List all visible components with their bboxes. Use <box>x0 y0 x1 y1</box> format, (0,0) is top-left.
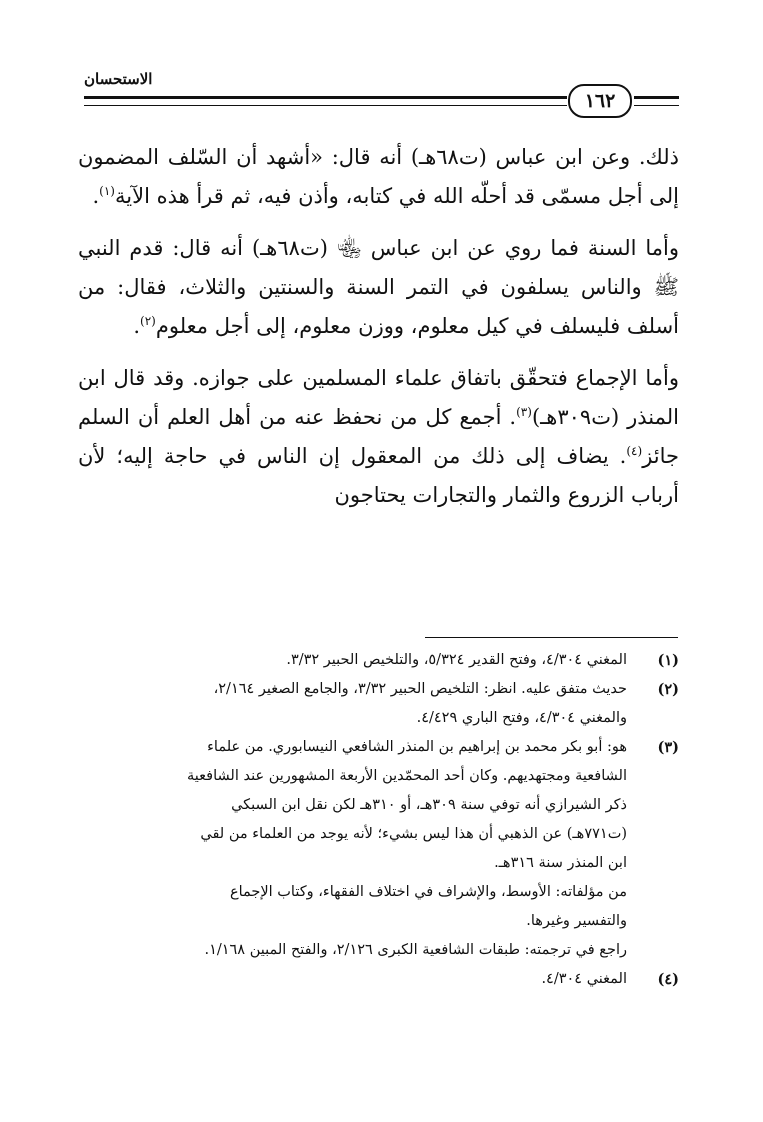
paragraph-3-text-c: . يضاف إلى ذلك من المعقول إن الناس في حاجة إليه؛ لأن أرباب الزروع والثمار والتجارات يحتاجون <box>78 444 679 507</box>
footnote-number: (٤) <box>657 971 679 988</box>
paragraph-3-text-b: . أجمع كل من نحفظ عنه من أهل العلم أن السلم جائز <box>78 405 679 468</box>
footnote-line: حديث متفق عليه. انظر: التلخيص الحبير ٣/٣٢، والجامع الصغير ٢/١٦٤، <box>213 681 627 697</box>
footnote-ref-4: (٤) <box>626 444 643 458</box>
footnote-ref-2: (٢) <box>140 314 156 328</box>
footnote-line: والتفسير وغيرها. <box>526 913 627 929</box>
footnote-line: ابن المنذر سنة ٣١٦هـ. <box>494 855 627 871</box>
footnote-1 <box>118 646 679 675</box>
footnote-line: المغني ٤/٣٠٤، وفتح القدير ٥/٣٢٤، والتلخيص الحبير ٣/٣٢. <box>286 652 627 668</box>
footnote-line: الشافعية ومجتهديهم. وكان أحد المحمّدين الأربعة المشهورين عند الشافعية <box>187 768 627 784</box>
footnote-line: والمغني ٤/٣٠٤، وفتح الباري ٤/٤٢٩. <box>416 710 627 726</box>
footnote-number: (٣) <box>657 739 679 756</box>
footnote-line: هو: أبو بكر محمد بن إبراهيم بن المنذر الشافعي النيسابوري. من علماء <box>207 739 627 755</box>
footnote-number: (٢) <box>657 681 679 698</box>
paragraph-1 <box>78 138 679 216</box>
footnote-line: راجع في ترجمته: طبقات الشافعية الكبرى ٢/١٢٦، والفتح المبين ١/١٦٨. <box>204 942 627 958</box>
footnote-number: (١) <box>657 652 679 669</box>
main-text <box>78 138 679 515</box>
paragraph-3-text-a: وأما الإجماع فتحقّق باتفاق علماء المسلمين على جوازه. وقد قال ابن المنذر (ت٣٠٩هـ) <box>78 366 679 429</box>
paragraph-2-text: وأما السنة فما روي عن ابن عباس ﵄ (ت٦٨هـ) أنه قال: قدم النبي ﷺ والناس يسلفون في التمر السنة والسنتين والثلاث، فقال: من أسلف فليسلف في كيل معلوم، ووزن معلوم، إلى أجل معلوم <box>78 236 679 338</box>
footnote-ref-3: (٣) <box>516 405 532 419</box>
footnote-2 <box>118 675 679 733</box>
footnote-line: من مؤلفاته: الأوسط، والإشراف في اختلاف الفقهاء، وكتاب الإجماع <box>229 884 627 900</box>
header-rule <box>84 96 567 106</box>
header-rule-right <box>634 96 679 106</box>
paragraph-1-tail: . <box>92 184 100 208</box>
paragraph-2 <box>78 229 679 346</box>
paragraph-2-tail: . <box>133 314 141 338</box>
footnote-4 <box>118 965 679 994</box>
footnote-ref-1: (١) <box>99 184 115 198</box>
footnote-line: ذكر الشيرازي أنه توفي سنة ٣٠٩هـ، أو ٣١٠هـ لكن نقل ابن السبكي <box>231 797 627 813</box>
footnote-3 <box>118 733 679 965</box>
paragraph-1-text: ذلك. وعن ابن عباس (ت٦٨هـ) أنه قال: «أشهد أن السّلف المضمون إلى أجل مسمّى قد أحلّه الله في كتابه، وأذن فيه، ثم قرأ هذه الآية <box>78 145 679 208</box>
footnote-line: المغني ٤/٣٠٤. <box>541 971 627 987</box>
footnotes <box>118 646 679 994</box>
footnote-separator <box>425 637 678 638</box>
page-number: ١٦٢ <box>568 84 632 118</box>
running-title: الاستحسان <box>84 70 153 88</box>
footnote-line: (ت٧٧١هـ) عن الذهبي أن هذا ليس بشيء؛ لأنه يوجد من العلماء من لقي <box>200 826 627 842</box>
paragraph-3 <box>78 359 679 515</box>
